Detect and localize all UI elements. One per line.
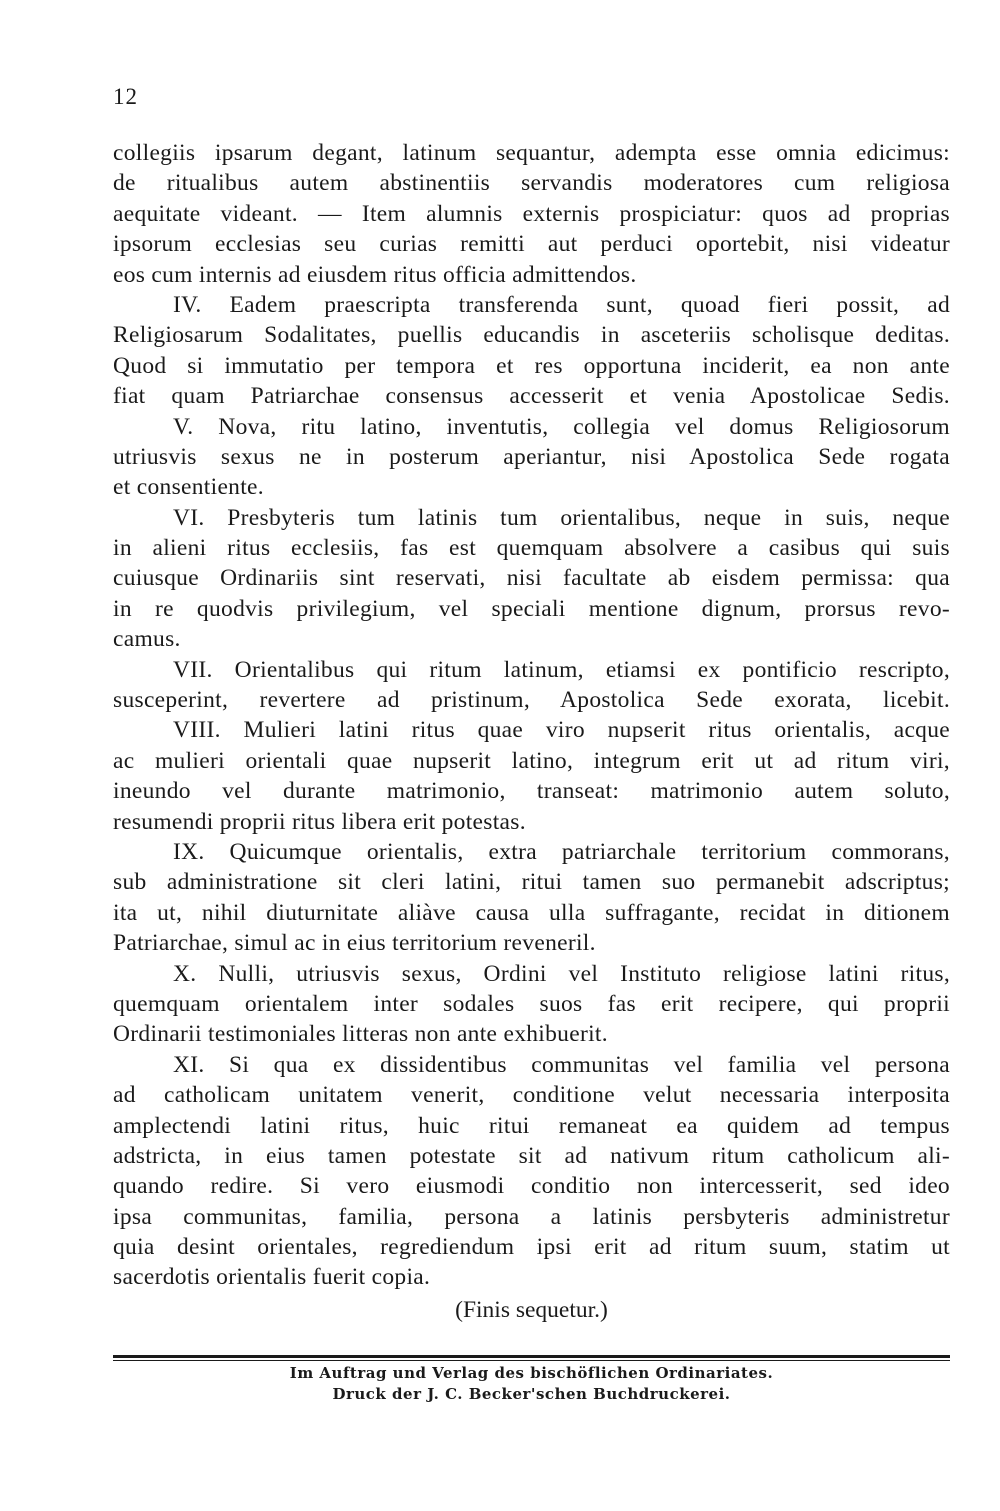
text-line: susceperint, revertere ad pristinum, Apostolica Sede exorata, licebit. [113,687,950,714]
text-line: VII. Orientalibus qui ritum latinum, etiamsi ex pontificio rescripto, [173,656,950,683]
text-line: eos cum internis ad eiusdem ritus officia admittendos. [113,261,637,288]
text-line: VIII. Mulieri latini ritus quae viro nupserit ritus orientalis, acque [173,717,950,744]
text-line: ac mulieri orientali quae nupserit latino, integrum erit ut ad ritum viri, [113,747,950,774]
text-line: sacerdotis orientalis fuerit copia. [113,1264,431,1291]
footer-rule-thick [113,1355,950,1358]
text-line: quemquam orientalem inter sodales suos fas erit recipere, qui proprii [113,990,950,1017]
body-text [113,138,950,1327]
text-line: et consentiente. [113,474,264,501]
text-line: X. Nulli, utriusvis sexus, Ordini vel Instituto religiose latini ritus, [173,960,950,987]
text-line: ipsorum ecclesias seu curias remitti aut perduci oportebit, nisi videatur [113,231,950,258]
text-line: in alieni ritus ecclesiis, fas est quemquam absolvere a casibus qui suis [113,535,950,562]
text-line: ita ut, nihil diuturnitate aliàve causa ulla suffragante, recidat in ditionem [113,899,950,926]
text-line: adstricta, in eius tamen potestate sit ad nativum ritum catholicum ali- [113,1142,950,1169]
text-line: utriusvis sexus ne in posterum aperiantur, nisi Apostolica Sede rogata [113,443,950,470]
text-line: camus. [113,626,181,653]
page-number: 12 [113,84,138,109]
text-line: Ordinarii testimoniales litteras non ante exhibuerit. [113,1021,608,1048]
text-line: in re quodvis privilegium, vel speciali mentione dignum, prorsus revo- [113,595,950,622]
text-line: aequitate videant. — Item alumnis externis prospiciatur: quos ad proprias [113,200,950,227]
text-line: IV. Eadem praescripta transferenda sunt, quoad fieri possit, ad [173,291,950,318]
text-line: collegiis ipsarum degant, latinum sequantur, adempta esse omnia edicimus: [113,140,950,166]
text-line: V. Nova, ritu latino, inventutis, collegia vel domus Religiosorum [173,413,950,440]
finis-line: (Finis sequetur.) [455,1296,608,1323]
text-line: ipsa communitas, familia, persona a latinis persbyteris administretur [113,1203,950,1230]
text-line: ineundo vel durante matrimonio, transeat: matrimonio autem soluto, [113,778,950,805]
text-line: Quod si immutatio per tempora et res opportuna inciderit, ea non ante [113,352,950,379]
text-line: resumendi proprii ritus libera erit potestas. [113,808,526,835]
text-line: cuiusque Ordinariis sint reservati, nisi facultate ab eisdem permissa: qua [113,565,950,592]
text-line: quando redire. Si vero eiusmodi conditio non intercesserit, sed ideo [113,1173,950,1200]
imprint-line-2: Druck der J. C. Becker'schen Buchdruckerei. [332,1385,731,1403]
text-line: Patriarchae, simul ac in eius territorium reveneril. [113,930,596,957]
imprint-line-1: Im Auftrag und Verlag des bischöflichen Ordinariates. [289,1364,774,1382]
text-line: amplectendi latini ritus, huic ritui remaneat ea quidem ad tempus [113,1112,950,1139]
footer-rule-thin [113,1360,950,1361]
text-line: sub administratione sit cleri latini, ritui tamen suo permanebit adscriptus; [113,869,950,896]
text-line: XI. Si qua ex dissidentibus communitas vel familia vel persona [173,1051,950,1078]
text-line: Religiosarum Sodalitates, puellis educandis in asceteriis scholisque deditas. [113,322,950,349]
text-line: fiat quam Patriarchae consensus accesserit et venia Apostolicae Sedis. [113,383,950,410]
text-line: IX. Quicumque orientalis, extra patriarchale territorium commorans, [173,838,950,865]
text-line: VI. Presbyteris tum latinis tum orientalibus, neque in suis, neque [173,504,950,531]
text-line: quia desint orientales, regrediendum ipsi erit ad ritum suum, statim ut [113,1234,950,1261]
text-line: ad catholicam unitatem venerit, conditione velut necessaria interposita [113,1082,950,1109]
text-line: de ritualibus autem abstinentiis servandis moderatores cum religiosa [113,170,950,197]
